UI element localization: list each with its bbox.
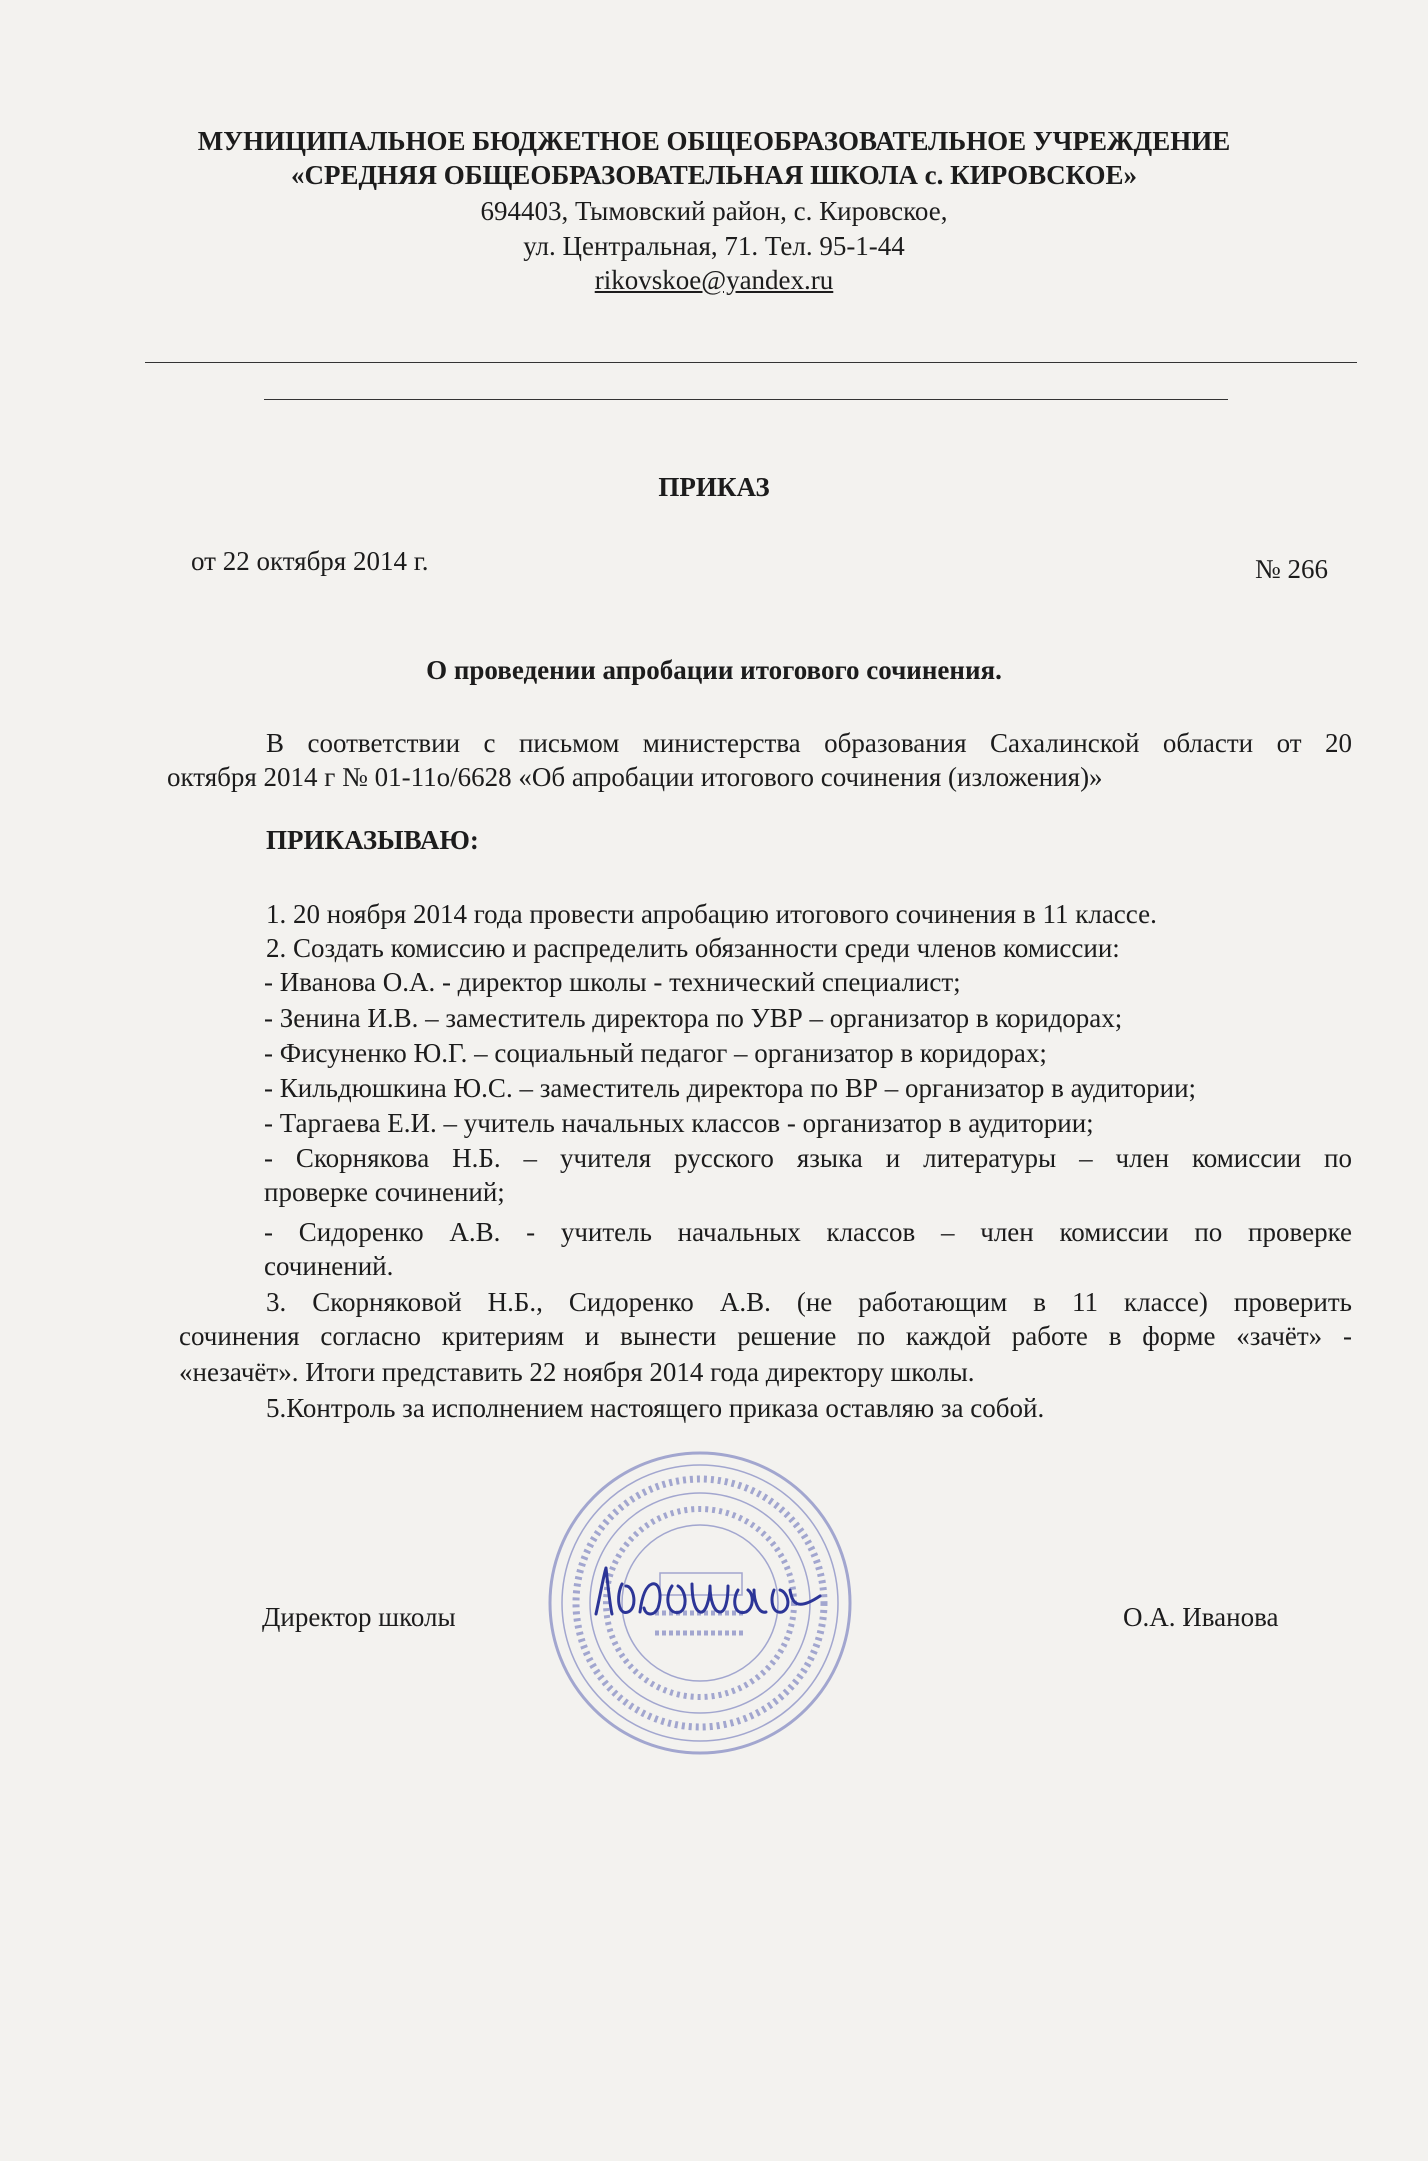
directive-heading: ПРИКАЗЫВАЮ: [266, 825, 479, 855]
item-2: 2. Создать комиссию и распределить обязанности среди членов комиссии: [266, 933, 1120, 963]
item-3-line2: сочинения согласно критериям и вынести решение по каждой работе в форме «зачёт» - [179, 1321, 1352, 1351]
order-title: ПРИКАЗ [658, 472, 770, 502]
email-link[interactable]: rikovskoe@yandex.ru [594, 265, 834, 295]
commission-member-6-line2: проверке сочинений; [264, 1177, 505, 1207]
org-name-line2: «СРЕДНЯЯ ОБЩЕОБРАЗОВАТЕЛЬНАЯ ШКОЛА с. КИРОВСКОЕ» [290, 160, 1138, 190]
header-rule-long [145, 362, 1357, 363]
item-3-line1: 3. Скорняковой Н.Б., Сидоренко А.В. (не работающим в 11 классе) проверить [266, 1287, 1352, 1317]
signatory-name: О.А. Иванова [1123, 1602, 1279, 1632]
item-1: 1. 20 ноября 2014 года провести апробацию итогового сочинения в 11 классе. [266, 899, 1157, 929]
preamble-line1: В соответствии с письмом министерства образования Сахалинской области от 20 [266, 728, 1352, 758]
address-line2: ул. Центральная, 71. Тел. 95-1-44 [523, 231, 905, 261]
handwritten-signature [588, 1556, 838, 1626]
commission-member-1: - Иванова О.А. - директор школы - технический специалист; [264, 967, 961, 997]
email-row [0, 263, 1428, 297]
org-name-line1: МУНИЦИПАЛЬНОЕ БЮДЖЕТНОЕ ОБЩЕОБРАЗОВАТЕЛЬНОЕ УЧРЕЖДЕНИЕ [197, 126, 1231, 156]
commission-member-4: - Кильдюшкина Ю.С. – заместитель директора по ВР – организатор в аудитории; [264, 1073, 1197, 1103]
commission-member-2: - Зенина И.В. – заместитель директора по УВР – организатор в коридорах; [264, 1003, 1123, 1033]
commission-member-7-line2: сочинений. [264, 1251, 394, 1281]
commission-member-7-line1: - Сидоренко А.В. - учитель начальных классов – член комиссии по проверке [264, 1217, 1352, 1247]
item-5: 5.Контроль за исполнением настоящего приказа оставляю за собой. [266, 1393, 1045, 1423]
preamble-line2: октября 2014 г № 01-11о/6628 «Об апробации итогового сочинения (изложения)» [167, 762, 1103, 792]
header-rule-short [264, 399, 1228, 400]
address-line1: 694403, Тымовский район, с. Кировское, [480, 196, 948, 226]
commission-member-5: - Таргаева Е.И. – учитель начальных классов - организатор в аудитории; [264, 1108, 1094, 1138]
order-date: от 22 октября 2014 г. [191, 546, 429, 576]
commission-member-3: - Фисуненко Ю.Г. – социальный педагог – организатор в коридорах; [264, 1038, 1047, 1068]
item-3-line3: «незачёт». Итоги представить 22 ноября 2014 года директору школы. [179, 1357, 975, 1387]
signatory-position: Директор школы [262, 1602, 456, 1632]
order-subject: О проведении апробации итогового сочинения. [426, 655, 1002, 685]
commission-member-6-line1: - Скорнякова Н.Б. – учителя русского языка и литературы – член комиссии по [264, 1143, 1352, 1173]
order-number: № 266 [1255, 554, 1329, 584]
